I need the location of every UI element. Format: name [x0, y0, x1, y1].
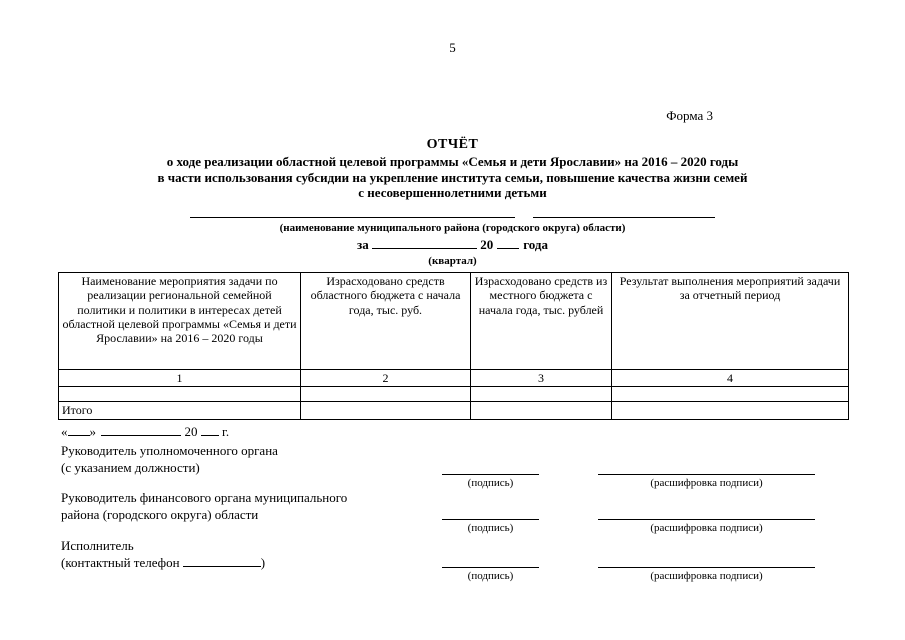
signatory-head-authorized-body [61, 443, 278, 476]
decoding-caption: (расшифровка подписи) [650, 522, 763, 534]
table-cell[interactable] [612, 387, 849, 402]
quarter-caption: (квартал) [428, 255, 477, 267]
quarter-blank[interactable] [372, 238, 477, 249]
date-open-quote: « [61, 424, 68, 439]
form-label: Форма 3 [666, 108, 713, 123]
period-year-prefix: 20 [480, 237, 494, 252]
year-blank[interactable] [497, 238, 519, 249]
municipality-name-line[interactable] [190, 217, 515, 218]
total-label: Итого [59, 402, 301, 419]
signature-caption: (подпись) [467, 570, 514, 582]
signature-line[interactable] [442, 474, 539, 475]
total-row [59, 402, 849, 419]
signature-caption: (подпись) [467, 477, 514, 489]
subtitle-line: с несовершеннолетними детьми [358, 185, 547, 200]
phone-close-paren: ) [260, 554, 266, 570]
report-title: ОТЧЁТ [426, 137, 479, 152]
column-number: 4 [612, 370, 849, 387]
total-cell[interactable] [301, 402, 471, 419]
column-number-row [59, 370, 849, 387]
date-year-prefix: 20 [184, 424, 198, 439]
signature-caption: (подпись) [467, 522, 514, 534]
header-cell: Израсходовано средств из местного бюджета с начала года, тыс. рублей [471, 273, 612, 370]
signatory-line: Руководитель финансового органа муниципального [61, 490, 348, 505]
report-table [58, 272, 849, 420]
signatory-line: (контактный телефон [61, 554, 180, 570]
report-subtitle [90, 154, 815, 201]
decoding-line[interactable] [598, 519, 815, 520]
column-number: 1 [59, 370, 301, 387]
signatory-line: (с указанием должности) [61, 459, 200, 475]
header-cell: Израсходовано средств областного бюджета с начала года, тыс. руб. [301, 273, 471, 370]
total-cell[interactable] [612, 402, 849, 419]
column-number: 2 [301, 370, 471, 387]
column-number: 3 [471, 370, 612, 387]
decoding-line[interactable] [598, 567, 815, 568]
month-blank[interactable] [101, 425, 181, 436]
signature-line[interactable] [442, 519, 539, 520]
period-line [0, 237, 905, 253]
signatory-line: Исполнитель [61, 538, 134, 553]
signature-line[interactable] [442, 567, 539, 568]
date-line [61, 424, 229, 440]
municipality-name-line-2[interactable] [533, 217, 715, 218]
signatory-phone-line [61, 555, 265, 572]
subtitle-line: в части использования субсидии на укрепление института семьи, повышение качества жизни семей [157, 169, 748, 185]
signatory-executor [61, 538, 265, 571]
table-cell[interactable] [59, 387, 301, 402]
period-za: за [356, 237, 369, 252]
signatory-line: района (городского округа) области [61, 506, 259, 522]
phone-blank[interactable] [183, 556, 261, 567]
subtitle-line: о ходе реализации областной целевой программы «Семья и дети Ярославии» на 2016 – 2020 годы [166, 154, 739, 169]
header-cell: Результат выполнения мероприятий задачи за отчетный период [612, 273, 849, 370]
signatory-line: Руководитель уполномоченного органа [61, 443, 278, 458]
day-blank[interactable] [68, 425, 90, 436]
period-year-suffix: года [523, 237, 548, 252]
decoding-caption: (расшифровка подписи) [650, 570, 763, 582]
signatory-head-finance-body [61, 490, 347, 523]
date-close-quote: » [89, 424, 96, 439]
table-row [59, 387, 849, 402]
municipality-caption: (наименование муниципального района (городского округа) области) [279, 222, 626, 234]
date-year-blank[interactable] [201, 425, 219, 436]
header-cell: Наименование мероприятия задачи по реализации региональной семейной политики и политики в интересах детей областной целевой программы «Семья и дети Ярославии» на 2016 – 2020 годы [59, 273, 301, 370]
date-suffix: г. [222, 424, 230, 439]
decoding-line[interactable] [598, 474, 815, 475]
table-cell[interactable] [301, 387, 471, 402]
decoding-caption: (расшифровка подписи) [650, 477, 763, 489]
table-header-row [59, 273, 849, 370]
page-number: 5 [449, 40, 456, 55]
total-cell[interactable] [471, 402, 612, 419]
table-cell[interactable] [471, 387, 612, 402]
